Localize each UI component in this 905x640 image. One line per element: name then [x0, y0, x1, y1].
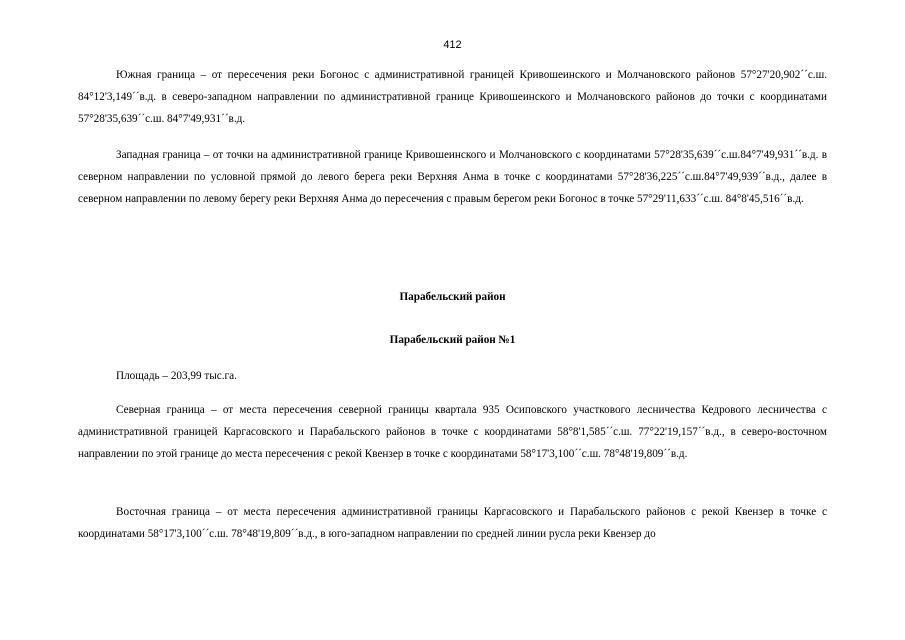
paragraph-north-boundary: Северная граница – от места пересечения северной границы квартала 935 Осиповского участкового лесничества Кедрового лесничества с административной границей Каргасовского и Парабальского районов в точке с координатами 58°8'1,585´´с.ш. 77°22'19,157´´в.д., в северо-восточном направлении по этой границе до места пересечения с рекой Квензер в точке с координатами 58°17'3,100´´с.ш. 78°48'19,809´´в.д. — [78, 404, 827, 460]
area-line: Площадь – 203,99 тыс.га. — [116, 370, 237, 382]
paragraph-west-boundary: Западная граница – от точки на административной границе Кривошеинского и Молчановского с координатами 57°28'35,639´´с.ш.84°7'49,931´´в.д. в северном направлении по условной прямой до левого берега реки Верхняя Анма в точке с координатами 57°28'36,225´´с.ш.84°7'49,939´´в.д., далее в северном направлении по левому берегу реки Верхняя Анма до пересечения с правым берегом реки Богонос в точке 57°29'11,633´´с.ш. 84°8'45,516´´в.д. — [78, 149, 827, 205]
paragraph-east-boundary: Восточная граница – от места пересечения административной границы Каргасовского и Парабальского районов с рекой Квензер в точке с координатами 58°17'3,100´´с.ш. 78°48'19,809´´в.д., в юго-западном направлении по средней линии русла реки Квензер до — [78, 506, 827, 540]
section-heading: Парабельский район — [399, 291, 506, 303]
page-number: 412 — [443, 39, 462, 51]
subsection-heading: Парабельский район №1 — [389, 334, 516, 346]
paragraph-south-boundary: Южная граница – от пересечения реки Богонос с административной границей Кривошеинского и Молчановского районов 57°27'20,902´´с.ш. 84°12'3,149´´в.д. в северо-западном направлении по административной границе Кривошеинского и Молчановского районов до точки с координатами 57°28'35,639´´с.ш. 84°7'49,931´´в.д. — [78, 69, 827, 125]
